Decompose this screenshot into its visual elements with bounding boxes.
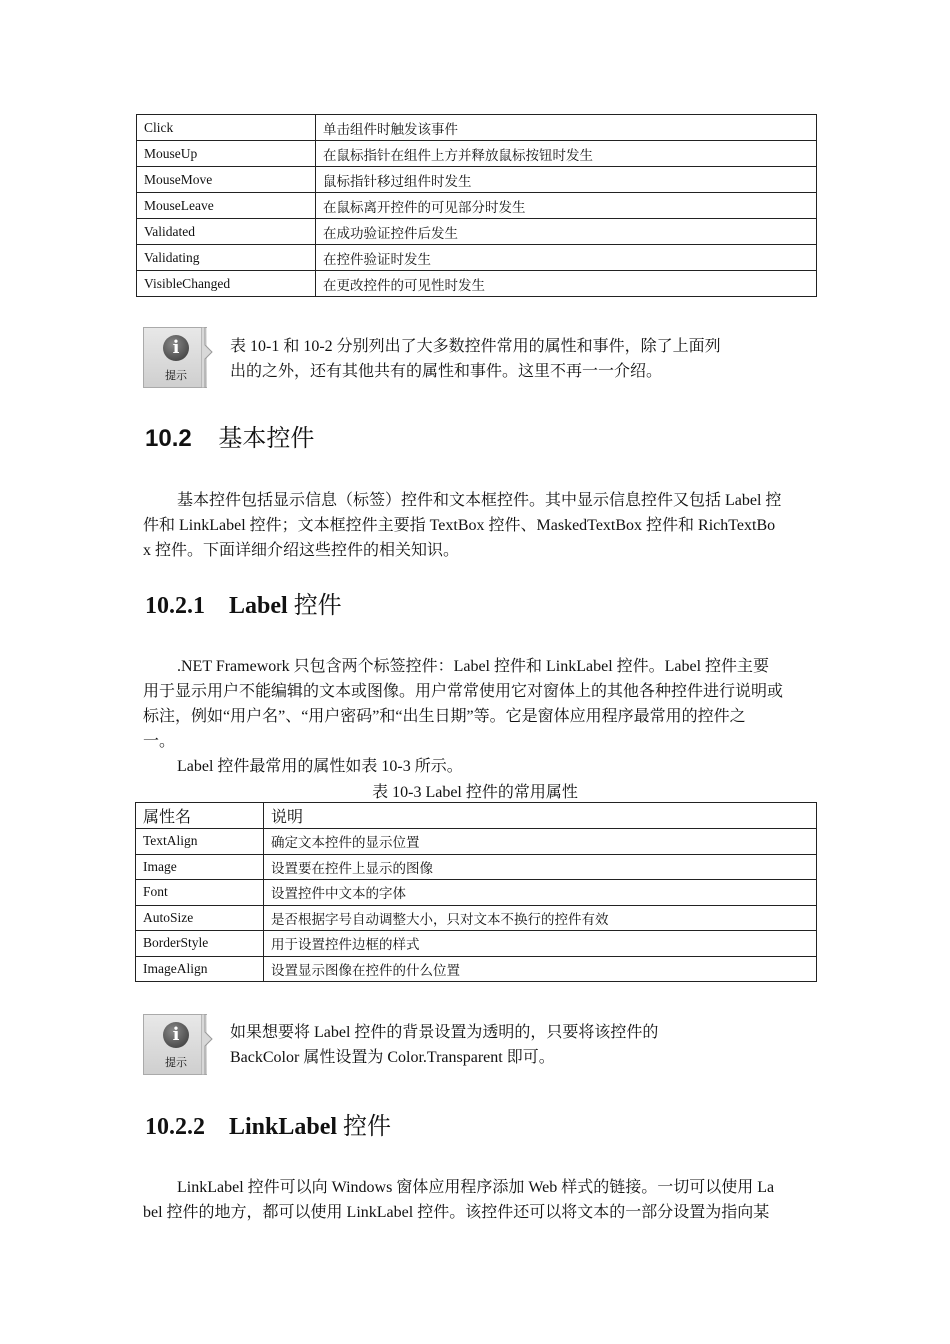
- tip-label: 提示: [165, 1056, 187, 1069]
- info-icon: i: [163, 335, 189, 361]
- property-desc: 设置控件中文本的字体: [264, 880, 817, 906]
- subsection-number: 10.2.1: [145, 593, 205, 619]
- subsection-heading: [145, 1106, 391, 1141]
- section-heading: [145, 418, 314, 453]
- event-name: VisibleChanged: [137, 271, 316, 297]
- event-desc: 鼠标指针移过组件时发生: [316, 167, 817, 193]
- table-row: [137, 115, 817, 141]
- paragraph: [143, 488, 807, 563]
- table-row: [137, 219, 817, 245]
- paragraph: [143, 654, 807, 779]
- property-name: ImageAlign: [136, 956, 264, 982]
- table-row: [137, 193, 817, 219]
- column-header: 说明: [264, 803, 817, 829]
- event-desc: 在鼠标指针在组件上方并释放鼠标按钮时发生: [316, 141, 817, 167]
- paragraph-line: Label 控件最常用的属性如表 10-3 所示。: [177, 758, 463, 775]
- properties-table: [135, 802, 817, 982]
- table-row: [137, 141, 817, 167]
- tip-text: [230, 1020, 750, 1070]
- event-desc: 在更改控件的可见性时发生: [316, 271, 817, 297]
- tip-badge: [143, 327, 213, 388]
- tip-arrow-icon: [201, 1014, 213, 1075]
- table-row: [137, 167, 817, 193]
- table-header-row: [136, 803, 817, 829]
- event-desc: 在鼠标离开控件的可见部分时发生: [316, 193, 817, 219]
- section-title: 基本控件: [218, 424, 315, 452]
- paragraph-line: 基本控件包括显示信息（标签）控件和文本框控件。其中显示信息控件又包括 Label 控: [177, 492, 782, 509]
- event-name: Validated: [137, 219, 316, 245]
- property-name: TextAlign: [136, 829, 264, 855]
- events-table: [136, 114, 817, 297]
- property-desc: 用于设置控件边框的样式: [264, 931, 817, 957]
- event-desc: 在成功验证控件后发生: [316, 219, 817, 245]
- property-desc: 是否根据字号自动调整大小，只对文本不换行的控件有效: [264, 905, 817, 931]
- property-name: Font: [136, 880, 264, 906]
- table-row: [137, 271, 817, 297]
- property-desc: 设置要在控件上显示的图像: [264, 854, 817, 880]
- paragraph-line: 用于显示用户不能编辑的文本或图像。用户常常使用它对窗体上的其他各种控件进行说明或: [143, 683, 784, 700]
- paragraph-line: .NET Framework 只包含两个标签控件：Label 控件和 LinkLabel 控件。Label 控件主要: [177, 658, 770, 675]
- subsection-title-en: LinkLabel: [229, 1114, 338, 1140]
- tip-badge: [143, 1014, 213, 1075]
- paragraph-line: bel 控件的地方，都可以使用 LinkLabel 控件。该控件还可以将文本的一部分设置为指向某: [143, 1204, 770, 1221]
- subsection-title-zh: 控件: [343, 1114, 392, 1140]
- property-desc: 确定文本控件的显示位置: [264, 829, 817, 855]
- table-row: [136, 829, 817, 855]
- subsection-number: 10.2.2: [145, 1114, 205, 1140]
- tip-arrow-icon: [201, 327, 213, 388]
- tip-line: BackColor 属性设置为 Color.Transparent 即可。: [230, 1049, 555, 1066]
- property-name: Image: [136, 854, 264, 880]
- column-header: 属性名: [136, 803, 264, 829]
- tip-line: 如果想要将 Label 控件的背景设置为透明的，只要将该控件的: [230, 1024, 659, 1041]
- event-name: MouseLeave: [137, 193, 316, 219]
- event-desc: 单击组件时触发该事件: [316, 115, 817, 141]
- paragraph-line: LinkLabel 控件可以向 Windows 窗体应用程序添加 Web 样式的链接。一切可以使用 La: [177, 1179, 775, 1196]
- subsection-title-en: Label: [229, 593, 288, 619]
- table-row: [136, 905, 817, 931]
- property-desc: 设置显示图像在控件的什么位置: [264, 956, 817, 982]
- table-row: [136, 854, 817, 880]
- table-row: [136, 880, 817, 906]
- property-name: AutoSize: [136, 905, 264, 931]
- subsection-title-zh: 控件: [293, 593, 342, 619]
- event-name: MouseUp: [137, 141, 316, 167]
- tip-line: 表 10-1 和 10-2 分别列出了大多数控件常用的属性和事件，除了上面列: [230, 338, 721, 355]
- event-desc: 在控件验证时发生: [316, 245, 817, 271]
- tip-text: [230, 334, 750, 384]
- event-name: MouseMove: [137, 167, 316, 193]
- event-name: Validating: [137, 245, 316, 271]
- info-icon: i: [163, 1022, 189, 1048]
- tip-label: 提示: [165, 369, 187, 382]
- table-row: [136, 956, 817, 982]
- subsection-heading: [145, 585, 342, 620]
- table-row: [136, 931, 817, 957]
- property-name: BorderStyle: [136, 931, 264, 957]
- table-caption: 表 10-3 Label 控件的常用属性: [372, 784, 578, 801]
- paragraph-line: 一。: [143, 733, 176, 750]
- event-name: Click: [137, 115, 316, 141]
- paragraph: [143, 1175, 807, 1225]
- paragraph-line: 标注，例如“用户名”、“用户密码”和“出生日期”等。它是窗体应用程序最常用的控件之: [143, 708, 746, 725]
- table-row: [137, 245, 817, 271]
- tip-line: 出的之外，还有其他共有的属性和事件。这里不再一一介绍。: [230, 363, 663, 380]
- section-number: 10.2: [145, 425, 192, 452]
- paragraph-line: 件和 LinkLabel 控件；文本框控件主要指 TextBox 控件、MaskedTextBox 控件和 RichTextBo: [143, 517, 776, 534]
- paragraph-line: x 控件。下面详细介绍这些控件的相关知识。: [143, 542, 460, 559]
